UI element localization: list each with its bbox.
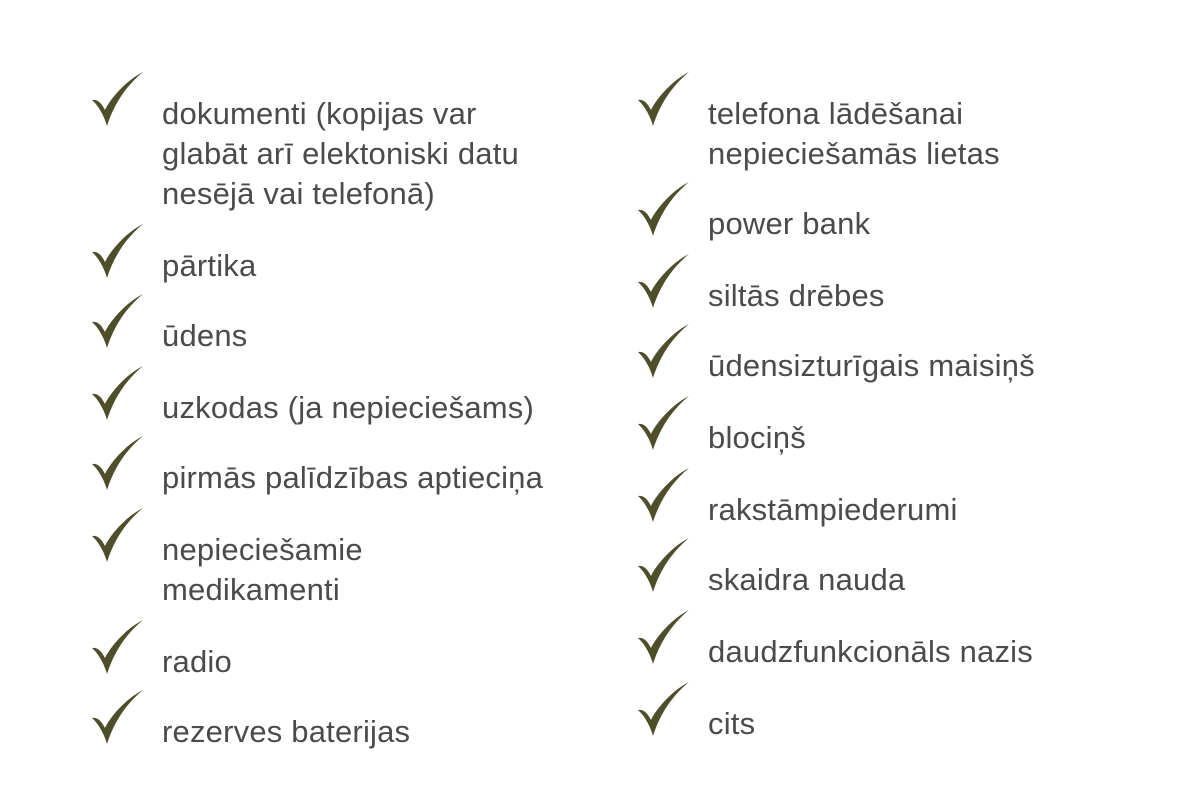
- checklist-item-label: cits: [708, 706, 756, 741]
- checklist-item-label: rakstāmpiederumi: [708, 492, 958, 527]
- checkmark-icon: [88, 688, 148, 748]
- checkmark-icon: [88, 506, 148, 566]
- checkmark-icon: [634, 394, 694, 454]
- checklist-item-label: blociņš: [708, 420, 806, 455]
- checklist-item-label: pirmās palīdzības aptieciņa: [162, 460, 544, 495]
- checklist-item-label: ūdensizturīgais maisiņš: [708, 348, 1035, 383]
- checklist-item-label: skaidra nauda: [708, 562, 906, 597]
- checklist-item-label: nepieciešamie medikamenti: [162, 532, 363, 607]
- checklist-item-label: pārtika: [162, 248, 257, 283]
- checkmark-icon: [634, 466, 694, 526]
- checkmark-icon: [634, 680, 694, 740]
- checklist-item-label: ūdens: [162, 318, 248, 353]
- checkmark-icon: [634, 322, 694, 382]
- checkmark-icon: [88, 222, 148, 282]
- checklist-item-label: power bank: [708, 206, 871, 241]
- checkmark-icon: [88, 70, 148, 130]
- checkmark-icon: [634, 536, 694, 596]
- checklist-item-label: dokumenti (kopijas var glabāt arī elektoniski datu nesējā vai telefonā): [162, 96, 519, 211]
- checkmark-icon: [88, 618, 148, 678]
- checklist-item-label: siltās drēbes: [708, 278, 885, 313]
- checkmark-icon: [634, 70, 694, 130]
- checklist-item-label: uzkodas (ja nepieciešams): [162, 390, 535, 425]
- checklist-item-label: rezerves baterijas: [162, 714, 411, 749]
- checklist-item-label: radio: [162, 644, 232, 679]
- checkmark-icon: [634, 180, 694, 240]
- checkmark-icon: [634, 608, 694, 668]
- checkmark-icon: [88, 364, 148, 424]
- checkmark-icon: [88, 292, 148, 352]
- checklist-item-label: daudzfunkcionāls nazis: [708, 634, 1033, 669]
- checklist-item-label: telefona lādēšanai nepieciešamās lietas: [708, 96, 1000, 171]
- checkmark-icon: [634, 252, 694, 312]
- checkmark-icon: [88, 434, 148, 494]
